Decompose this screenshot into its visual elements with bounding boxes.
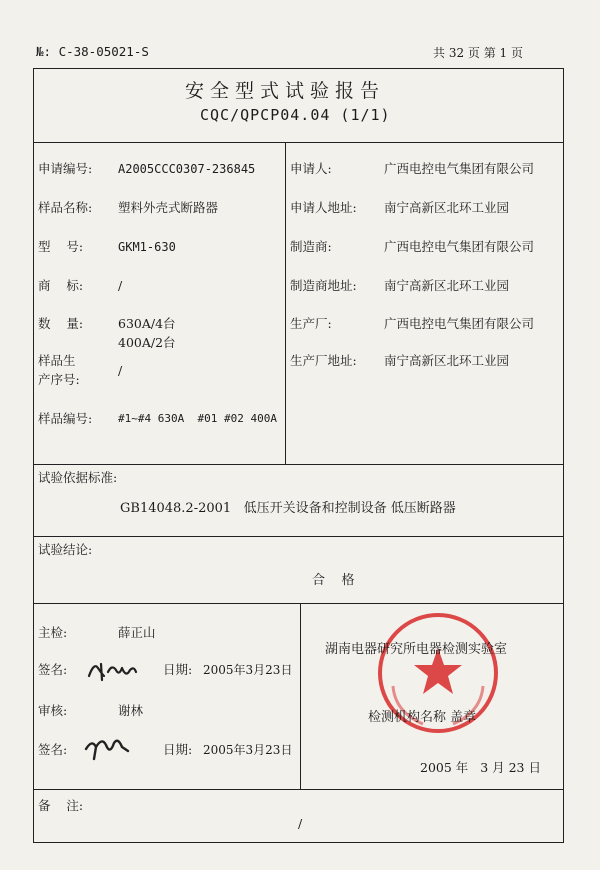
conclusion-value: 合 格 <box>312 573 355 588</box>
date-value-1: 2005年3月23日 <box>203 663 293 677</box>
reviewer-label: 审核: <box>38 703 68 718</box>
quantity-value-2: 400A/2台 <box>118 335 176 350</box>
divider-conclusion <box>33 603 564 604</box>
page-info: 共 32 页 第 1 页 <box>433 46 523 60</box>
signature-2 <box>82 733 132 764</box>
serial-label-2: 产序号: <box>38 372 80 387</box>
sign-label-1: 签名: <box>38 662 68 677</box>
divider-info <box>33 464 564 465</box>
main-inspector-label: 主检: <box>38 625 68 640</box>
stamp-label: 检测机构名称 盖章 <box>368 710 477 725</box>
applicant-label: 申请人: <box>290 161 332 176</box>
applicant-address-value: 南宁高新区北环工业园 <box>384 200 510 215</box>
main-inspector-name: 薛正山 <box>118 625 156 640</box>
handwritten-signature-1-icon <box>86 658 138 684</box>
quantity-value-1: 630A/4台 <box>118 316 176 331</box>
organization-date: 2005 年 3 月 23 日 <box>420 760 541 775</box>
factory-address-value: 南宁高新区北环工业园 <box>384 353 510 368</box>
manufacturer-address-value: 南宁高新区北环工业园 <box>384 278 510 293</box>
manufacturer-address-label: 制造商地址: <box>290 278 357 293</box>
standard-value: GB14048.2-2001 低压开关设备和控制设备 低压断路器 <box>120 501 456 516</box>
application-no-label: 申请编号: <box>38 161 93 176</box>
applicant-value: 广西电控电气集团有限公司 <box>384 161 535 176</box>
date-label-2: 日期: <box>163 742 193 757</box>
factory-value: 广西电控电气集团有限公司 <box>384 316 535 331</box>
manufacturer-label: 制造商: <box>290 239 332 254</box>
factory-address-label: 生产厂地址: <box>290 353 357 368</box>
serial-value: / <box>118 363 123 378</box>
report-number: №: C-38-05021-S <box>36 44 149 59</box>
applicant-address-label: 申请人地址: <box>290 200 357 215</box>
sample-no-value: #1~#4 630A #01 #02 400A <box>118 412 277 425</box>
remarks-label: 备 注: <box>38 798 84 813</box>
divider-signatures <box>300 603 301 789</box>
standard-label: 试验依据标准: <box>38 470 118 485</box>
factory-label: 生产厂: <box>290 316 332 331</box>
trademark-value: / <box>118 278 123 293</box>
quantity-label: 数 量: <box>38 316 84 331</box>
report-title: 安全型式试验报告 <box>185 80 386 102</box>
handwritten-signature-2-icon <box>82 733 132 761</box>
divider-center <box>285 142 286 464</box>
date-value-2: 2005年3月23日 <box>203 743 293 757</box>
model-label: 型 号: <box>38 239 84 254</box>
conclusion-label: 试验结论: <box>38 542 93 557</box>
trademark-label: 商 标: <box>38 278 84 293</box>
reviewer-name: 谢林 <box>118 703 144 718</box>
application-no-value: A2005CCC0307-236845 <box>118 162 256 176</box>
divider-standard <box>33 536 564 537</box>
manufacturer-value: 广西电控电气集团有限公司 <box>384 239 535 254</box>
report-code: CQC/QPCP04.04 (1/1) <box>200 106 391 124</box>
sign-label-2: 签名: <box>38 742 68 757</box>
divider-signatures-bottom <box>33 789 564 790</box>
model-value: GKM1-630 <box>118 240 176 254</box>
serial-label-1: 样品生 <box>38 353 76 368</box>
organization-name: 湖南电器研究所电器检测实验室 <box>325 642 508 657</box>
date-label-1: 日期: <box>163 662 193 677</box>
signature-1 <box>86 658 138 687</box>
sample-no-label: 样品编号: <box>38 411 93 426</box>
sample-name-label: 样品名称: <box>38 200 93 215</box>
sample-name-value: 塑料外壳式断路器 <box>118 200 219 215</box>
remarks-value: / <box>298 816 303 831</box>
divider-title <box>33 142 564 143</box>
